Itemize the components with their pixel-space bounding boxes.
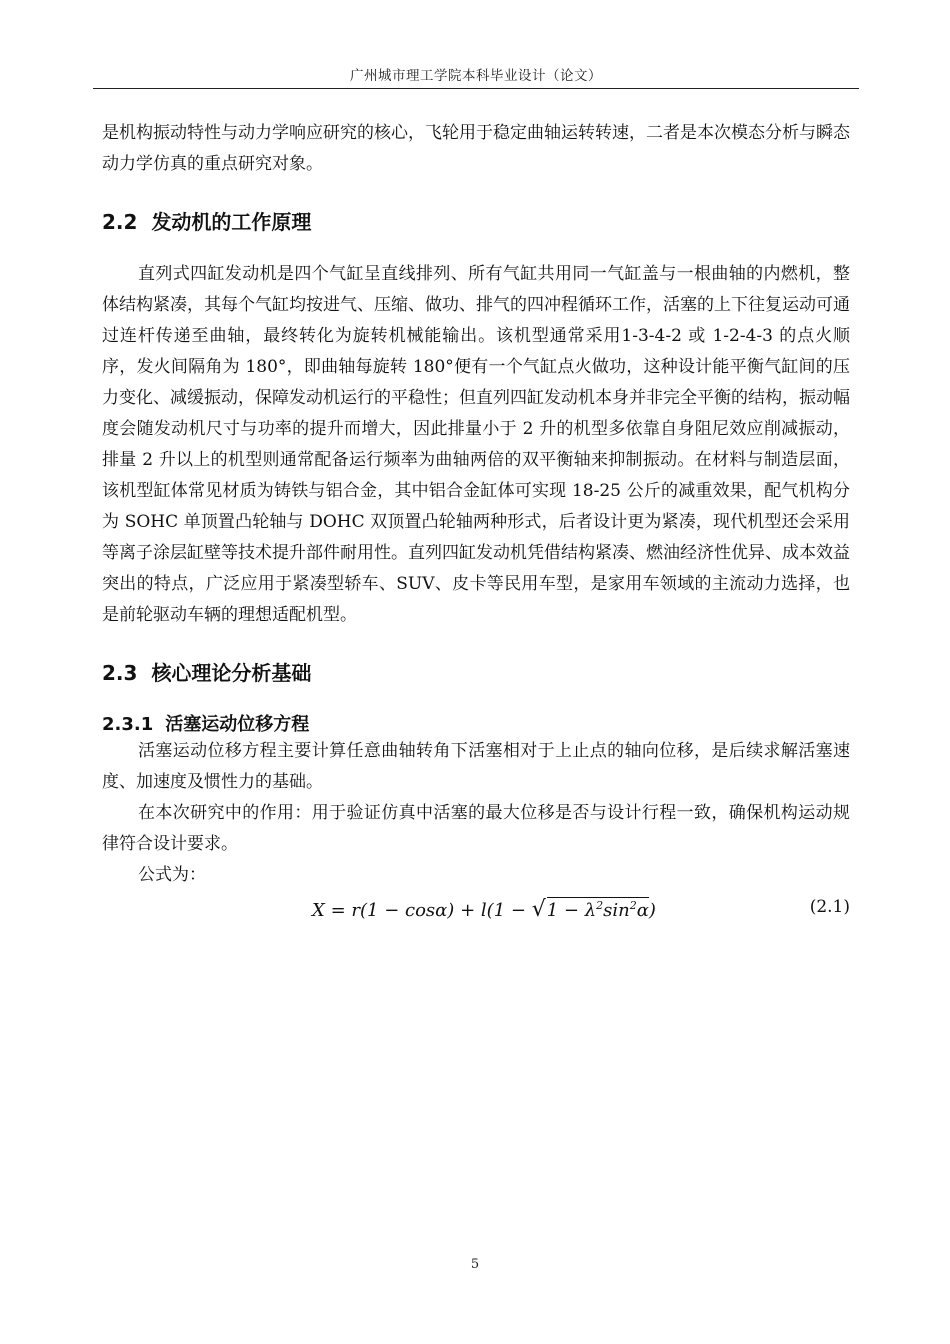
running-header: 广州城市理工学院本科毕业设计（论文） xyxy=(350,68,602,84)
subsection-paragraph-2: 在本次研究中的作用：用于验证仿真中活塞的最大位移是否与设计行程一致，确保机构运动规律符合设计要求。 xyxy=(102,803,850,854)
subsection-heading-2-3-1 xyxy=(102,710,850,736)
formula-plus: + xyxy=(460,900,476,921)
equation-block xyxy=(102,893,850,933)
section-title: 发动机的工作原理 xyxy=(151,210,312,234)
section-heading-2-2 xyxy=(102,206,850,235)
formula-sqrt: $1 - \lambda^2\sin^2\alpha$ xyxy=(546,899,649,921)
formula-term1: (1 − cosα) xyxy=(360,900,455,921)
section-title: 核心理论分析基础 xyxy=(151,661,312,685)
equation-number: (2.1) xyxy=(809,897,850,917)
intro-paragraph: 是机构振动特性与动力学响应研究的核心，飞轮用于稳定曲轴运转转速，二者是本次模态分析与瞬态动力学仿真的重点研究对象。 xyxy=(102,123,850,174)
section-2-2-paragraph: 直列式四缸发动机是四个气缸呈直线排列、所有气缸共用同一气缸盖与一根曲轴的内燃机，整体结构紧凑，其每个气缸均按进气、压缩、做功、排气的四冲程循环工作，活塞的上下往复运动可通过连杆传递至曲轴，最终转化为旋转机械能输出。该机型通常采用1-3-4-2 或 1-2-4-3 的点火顺序，发火间隔角为 180°，即曲轴每旋转 180°便有一个气缸点火做功，这种设计能平衡气缸间的压力变化、减缓振动，保障发动机运行的平稳性；但直列四缸发动机本身并非完全平衡的结构，振动幅度会随发动机尺寸与功率的提升而增大，因此排量小于 2 升的机型多依靠自身阻尼效应削减振动，排量 2 升以上的机型则通常配备运行频率为曲轴两倍的双平衡轴来抑制振动。在材料与制造层面，该机型缸体常见材质为铸铁与铝合金，其中铝合金缸体可实现 18-25 公斤的减重效果，配气机构分为 SOHC 单顶置凸轮轴与 DOHC 双顶置凸轮轴两种形式，后者设计更为紧凑，现代机型还会采用等离子涂层缸壁等技术提升部件耐用性。直列四缸发动机凭借结构紧凑、燃油经济性优异、成本效益突出的特点，广泛应用于紧凑型轿车、SUV、皮卡等民用车型，是家用车领域的主流动力选择，也是前轮驱动车辆的理想适配机型。 xyxy=(102,264,850,625)
piston-displacement-formula xyxy=(312,897,656,922)
formula-r: r xyxy=(351,900,360,921)
formula-lhs: X xyxy=(312,900,325,921)
sqrt-icon: √ xyxy=(531,897,546,922)
formula-open: (1 − xyxy=(486,900,526,921)
section-number: 2.3 xyxy=(102,661,138,685)
page-number: 5 xyxy=(470,1257,480,1272)
section-number: 2.2 xyxy=(102,210,138,234)
subsection-title: 活塞运动位移方程 xyxy=(165,714,310,735)
subsection-number: 2.3.1 xyxy=(102,714,154,735)
formula-equals: = xyxy=(330,900,346,921)
header-rule xyxy=(93,88,859,89)
formula-close: ) xyxy=(648,900,656,921)
section-heading-2-3 xyxy=(102,657,850,686)
subsection-paragraph-1: 活塞运动位移方程主要计算任意曲轴转角下活塞相对于上止点的轴向位移，是后续求解活塞速度、加速度及惯性力的基础。 xyxy=(102,741,850,792)
formula-l: l xyxy=(480,900,487,921)
formula-intro: 公式为： xyxy=(138,865,206,885)
page-content xyxy=(102,118,850,933)
